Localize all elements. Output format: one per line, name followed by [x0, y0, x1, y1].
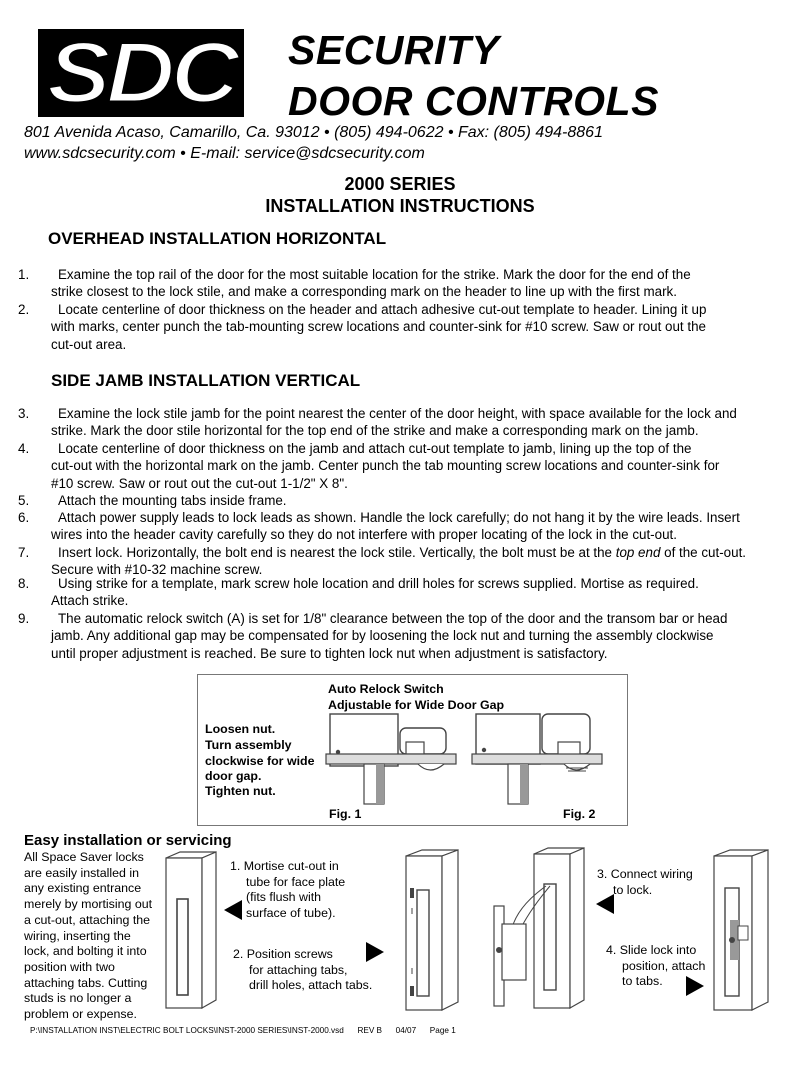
- figure-side-4: door gap.: [205, 769, 262, 783]
- step-line: Attach strike.: [51, 593, 129, 609]
- figure-side-1: Loosen nut.: [205, 722, 276, 736]
- fig2-label: Fig. 2: [563, 807, 596, 821]
- step-line: The automatic relock switch (A) is set for 1/8" clearance between the top of the door and the transom bar or head: [58, 611, 728, 626]
- overhead-heading: OVERHEAD INSTALLATION HORIZONTAL: [48, 229, 387, 248]
- easy-line: wiring, inserting the: [24, 928, 131, 943]
- easy-title: Easy installation or servicing: [24, 832, 232, 849]
- fig1-label: Fig. 1: [329, 807, 362, 821]
- easy-line: are easily installed in: [24, 865, 140, 880]
- address-line: 801 Avenida Acaso, Camarillo, Ca. 93012 • (805) 494-0622 • Fax: (805) 494-8861: [24, 124, 603, 141]
- step-line: Attach power supply leads to lock leads as shown. Handle the lock carefully; do not hang it by the wire leads. Insert: [58, 510, 740, 525]
- step-line: Attach the mounting tabs inside frame.: [58, 493, 287, 508]
- easy-line: any existing entrance: [24, 881, 142, 896]
- sidejamb-heading: SIDE JAMB INSTALLATION VERTICAL: [51, 371, 361, 390]
- figure-side-2: Turn assembly: [205, 738, 292, 752]
- lock-wiring-drawing: [488, 846, 588, 1014]
- step-number: 1.: [18, 267, 30, 282]
- step2-note: 2. Position screws for attaching tabs, drill holes, attach tabs.: [233, 947, 373, 993]
- fig2-lock-drawing: [472, 712, 612, 808]
- figure-side-5: Tighten nut.: [205, 784, 276, 798]
- series-title: 2000 SERIES: [344, 174, 456, 194]
- easy-line: merely by mortising out: [24, 897, 153, 912]
- step-line: strike closest to the lock stile, and make a corresponding mark on the header to line up with the first mark.: [51, 284, 677, 300]
- lock-installed-drawing: [708, 848, 774, 1016]
- step-line: Examine the lock stile jamb for the point nearest the center of the door height, with space available for the lock and: [58, 406, 737, 421]
- tube-cutout-drawing: [160, 850, 222, 1014]
- logo-text: SDC: [47, 25, 242, 121]
- arrow-right-icon: [366, 942, 386, 964]
- step-line: strike. Mark the door stile horizontal for the top end of the strike and make a corresponding mark on the jamb.: [51, 423, 699, 439]
- brand-line-1: SECURITY: [288, 27, 500, 73]
- tube-screws-drawing: [400, 848, 464, 1016]
- step-line: jamb. Any additional gap may be compensated for by loosening the lock nut and turning the assembly clockwise: [51, 628, 714, 644]
- figure-title-2: Adjustable for Wide Door Gap: [328, 698, 505, 712]
- arrow-right-icon-2: [686, 976, 706, 998]
- brand-line-2: DOOR CONTROLS: [288, 78, 659, 124]
- easy-line: problem or expense.: [24, 1007, 137, 1022]
- step-number: 9.: [18, 611, 30, 626]
- step-number: 2.: [18, 302, 30, 317]
- easy-line: All Space Saver locks: [24, 850, 144, 864]
- easy-line: a cut-out, attaching the: [24, 912, 151, 927]
- step-number: 5.: [18, 493, 30, 508]
- step1-note: 1. Mortise cut-out in tube for face plate (fits flush with surface of tube).: [230, 859, 346, 921]
- doc-title: INSTALLATION INSTRUCTIONS: [265, 196, 535, 216]
- step-number: 6.: [18, 510, 30, 525]
- easy-line: attaching tabs. Cutting: [24, 975, 148, 990]
- fig1-lock-drawing: [326, 712, 466, 808]
- step3-note: 3. Connect wiring to lock.: [597, 867, 693, 897]
- step-line: Using strike for a template, mark screw hole location and drill holes for screws supplied. Mortise as required.: [58, 576, 699, 591]
- step-line: Examine the top rail of the door for the most suitable location for the strike. Mark the door for the end of the: [58, 267, 691, 282]
- step-line: cut-out area.: [51, 336, 127, 352]
- step-number: 7.: [18, 545, 30, 560]
- step-line: with marks, center punch the tab-mounting screw locations and counter-sink for #10 screw. Saw or rout out the: [51, 319, 706, 335]
- step-line: wires into the header cavity carefully so they do not interfere with proper locating of the lock in the cut-out.: [51, 527, 677, 543]
- step-line: until proper adjustment is reached. Be sure to tighten lock nut when adjustment is satisfactory.: [51, 645, 608, 661]
- step-line: Locate centerline of door thickness on the header and attach adhesive cut-out template to header. Lining it up: [58, 302, 707, 317]
- web-line: www.sdcsecurity.com • E-mail: service@sdcsecurity.com: [24, 145, 425, 162]
- step-line: cut-out with the horizontal mark on the jamb. Center punch the tab mounting screw locations and counter-sink for: [51, 458, 720, 474]
- step-number: 3.: [18, 406, 30, 421]
- step-number: 4.: [18, 441, 30, 456]
- step4-note: 4. Slide lock into position, attach to tabs.: [606, 943, 706, 989]
- easy-line: position with two: [24, 959, 115, 974]
- step-number: 8.: [18, 576, 30, 591]
- figure-side-3: clockwise for wide: [205, 754, 315, 768]
- easy-line: studs is no longer a: [24, 991, 132, 1006]
- easy-line: lock, and bolting it into: [24, 944, 147, 959]
- file-path-footer: P:\INSTALLATION INST\ELECTRIC BOLT LOCKS\INST-2000 SERIES\INST-2000.vsd REV B 04/07 Page 1: [30, 1026, 456, 1035]
- step-line: Secure with #10-32 machine screw.: [51, 562, 263, 578]
- step-line: Locate centerline of door thickness on the jamb and attach cut-out template to jamb, lining up the top of the: [58, 441, 692, 456]
- figure-title-1: Auto Relock Switch: [328, 682, 444, 696]
- step-line: Insert lock. Horizontally, the bolt end is nearest the lock stile. Vertically, the bolt must be at the top end of the cut-out.: [58, 545, 747, 560]
- easy-description: [24, 850, 164, 1023]
- step-line: #10 screw. Saw or rout out the cut-out 1-1/2" X 8".: [51, 475, 348, 491]
- sdc-logo: [38, 25, 244, 121]
